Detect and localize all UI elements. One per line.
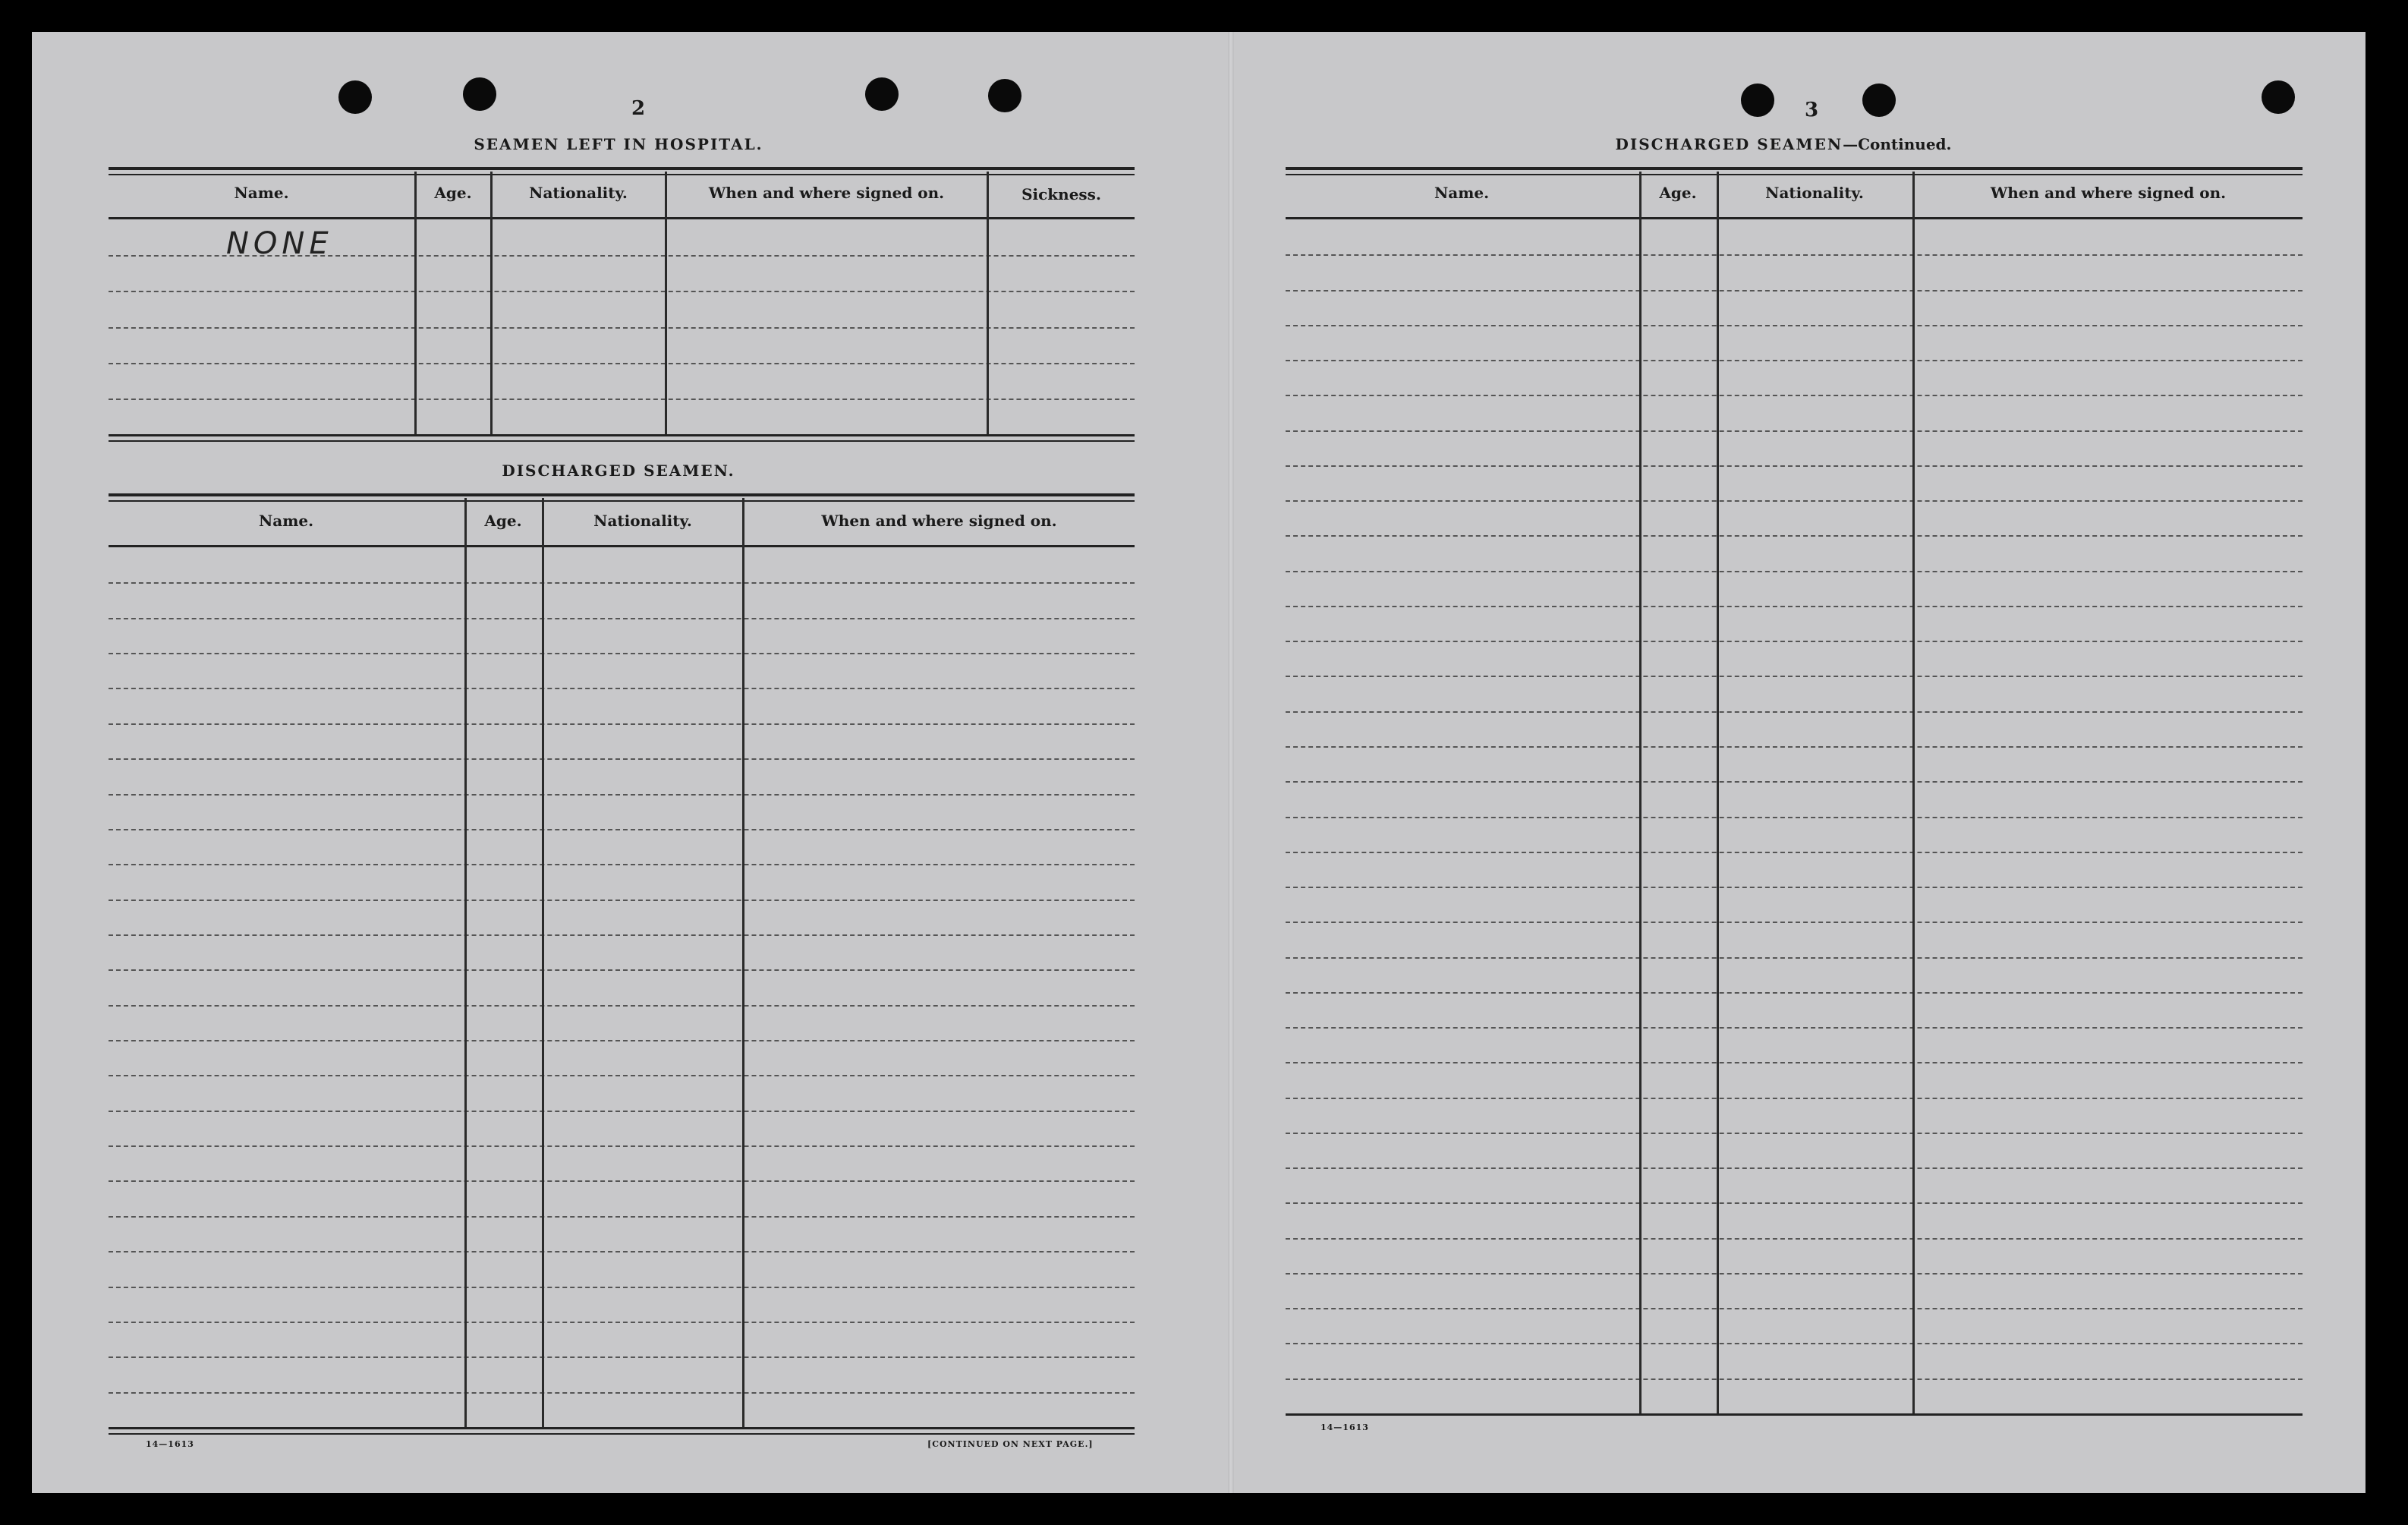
- punch-hole: [865, 77, 899, 111]
- form-number: 14—1613: [1320, 1423, 1369, 1432]
- table-row: [1286, 711, 2303, 713]
- table-row: [1286, 1167, 2303, 1169]
- page-number: 2: [631, 97, 646, 120]
- table-row: [109, 864, 1135, 865]
- table-row: [1286, 992, 2303, 994]
- punch-hole: [988, 79, 1021, 112]
- discharged-section-title: DISCHARGED SEAMEN.: [502, 462, 735, 480]
- column-header-nationality: Nationality.: [529, 184, 628, 202]
- discharged-continued-title: [1518, 135, 2049, 153]
- table-row: [1286, 1378, 2303, 1380]
- page-number: 3: [1805, 99, 1819, 121]
- table-row: [109, 1392, 1135, 1394]
- table-row: [1286, 571, 2303, 572]
- column-header-age: Age.: [434, 184, 472, 202]
- table-row: [109, 723, 1135, 725]
- table-row: [109, 1356, 1135, 1358]
- table-row: [109, 327, 1135, 329]
- table-row: [1286, 325, 2303, 326]
- column-header-nationality: Nationality.: [1765, 184, 1864, 202]
- table-row: [1286, 957, 2303, 959]
- table-row: [1286, 1098, 2303, 1099]
- column-header-signed-on: When and where signed on.: [708, 184, 945, 202]
- column-header-sickness: Sickness.: [1021, 185, 1101, 203]
- punch-hole: [1862, 83, 1896, 117]
- table-row: [1286, 817, 2303, 818]
- table-row: [109, 794, 1135, 796]
- table-row: [109, 1251, 1135, 1252]
- handwritten-entry: NONE: [226, 226, 333, 261]
- table-row: [109, 363, 1135, 364]
- table-row: [1286, 254, 2303, 256]
- table-row: [109, 900, 1135, 901]
- table-row: [109, 1111, 1135, 1112]
- table-row: [109, 1040, 1135, 1041]
- table-row: [109, 291, 1135, 292]
- table-row: [1286, 922, 2303, 923]
- column-header-name: Name.: [258, 512, 314, 530]
- table-row: [109, 758, 1135, 760]
- form-number: 14—1613: [146, 1439, 194, 1449]
- hospital-section-title: SEAMEN LEFT IN HOSPITAL.: [474, 135, 763, 153]
- punch-hole: [1741, 83, 1774, 117]
- title-suffix: —Continued.: [1843, 135, 1952, 153]
- table-row: [109, 1180, 1135, 1182]
- punch-hole: [463, 77, 496, 111]
- continued-note: [CONTINUED ON NEXT PAGE.]: [927, 1439, 1094, 1449]
- table-row: [109, 1322, 1135, 1323]
- table-row: [1286, 500, 2303, 502]
- table-row: [1286, 746, 2303, 748]
- table-row: [109, 1075, 1135, 1076]
- table-row: [1286, 430, 2303, 432]
- table-row: [1286, 1273, 2303, 1275]
- table-row: [109, 618, 1135, 619]
- table-row: [1286, 1133, 2303, 1134]
- column-header-name: Name.: [234, 184, 289, 202]
- table-row: [109, 653, 1135, 654]
- column-header-signed-on: When and where signed on.: [821, 512, 1057, 530]
- table-row: [109, 934, 1135, 936]
- table-row: [1286, 676, 2303, 677]
- table-row: [109, 1287, 1135, 1288]
- column-header-name: Name.: [1434, 184, 1490, 202]
- column-header-nationality: Nationality.: [593, 512, 692, 530]
- table-row: [1286, 1308, 2303, 1309]
- column-header-age: Age.: [1659, 184, 1697, 202]
- table-row: [109, 829, 1135, 830]
- table-row: [1286, 395, 2303, 396]
- column-header-age: Age.: [484, 512, 522, 530]
- column-header-signed-on: When and where signed on.: [1990, 184, 2227, 202]
- table-row: [1286, 465, 2303, 467]
- table-row: [1286, 852, 2303, 853]
- table-row: [109, 1216, 1135, 1218]
- table-row: [1286, 1202, 2303, 1204]
- table-row: [1286, 290, 2303, 291]
- table-row: [1286, 1062, 2303, 1063]
- table-row: [1286, 535, 2303, 537]
- punch-hole: [2262, 80, 2295, 114]
- table-row: [1286, 1238, 2303, 1240]
- punch-hole: [338, 80, 372, 114]
- table-row: [109, 969, 1135, 971]
- table-row: [1286, 606, 2303, 607]
- table-row: [109, 1005, 1135, 1007]
- page-fold: [1228, 32, 1234, 1493]
- table-row: [1286, 781, 2303, 783]
- table-row: [1286, 641, 2303, 642]
- table-row: [1286, 360, 2303, 361]
- table-row: [1286, 1343, 2303, 1344]
- table-row: [109, 399, 1135, 400]
- table-row: [109, 1145, 1135, 1147]
- table-row: [109, 582, 1135, 584]
- table-row: [1286, 887, 2303, 888]
- title-text: DISCHARGED SEAMEN: [1615, 135, 1843, 153]
- table-row: [1286, 1027, 2303, 1029]
- table-row: [109, 688, 1135, 689]
